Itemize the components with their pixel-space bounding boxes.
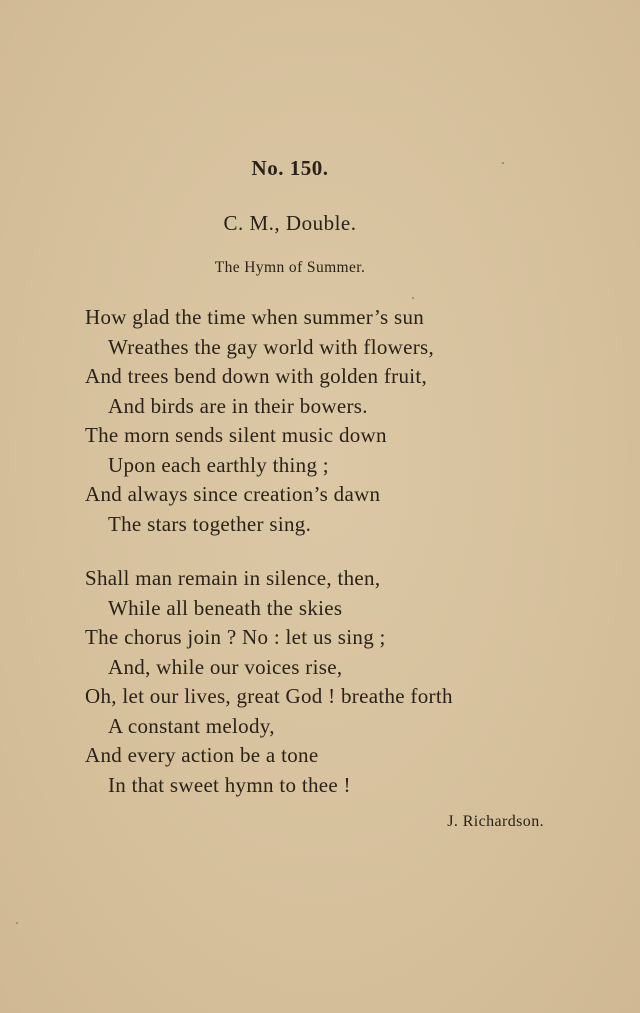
paper-speck	[412, 297, 414, 299]
stanza-1	[85, 303, 434, 539]
verse-line: In that sweet hymn to thee !	[108, 772, 351, 797]
verse-line: A constant melody,	[108, 713, 275, 738]
verse-line: The stars together sing.	[108, 511, 312, 536]
stanza-2	[85, 564, 453, 800]
verse-line: And every action be a tone	[85, 743, 319, 767]
verse-line: Shall man remain in silence, then,	[85, 566, 381, 590]
verse-line: While all beneath the skies	[108, 595, 343, 620]
paper-speck	[502, 162, 504, 164]
verse-line: How glad the time when summer’s sun	[85, 305, 425, 329]
verse-line: And trees bend down with golden fruit,	[85, 364, 428, 388]
verse-line: Oh, let our lives, great God ! breathe forth	[85, 684, 453, 708]
hymn-meter: C. M., Double.	[223, 211, 357, 235]
verse-line: And, while our voices rise,	[108, 654, 343, 679]
verse-line: And birds are in their bowers.	[108, 393, 368, 418]
verse-line: And always since creation’s dawn	[85, 482, 381, 506]
hymn-number: No. 150.	[251, 156, 329, 180]
author-attribution: J. Richardson.	[447, 813, 544, 830]
verse-line: The morn sends silent music down	[85, 423, 387, 447]
verse-line: The chorus join ? No : let us sing ;	[85, 625, 386, 649]
hymn-title: The Hymn of Summer.	[214, 259, 366, 276]
verse-line: Upon each earthly thing ;	[108, 452, 329, 477]
paper-speck	[16, 922, 18, 924]
verse-line: Wreathes the gay world with flowers,	[108, 334, 435, 359]
